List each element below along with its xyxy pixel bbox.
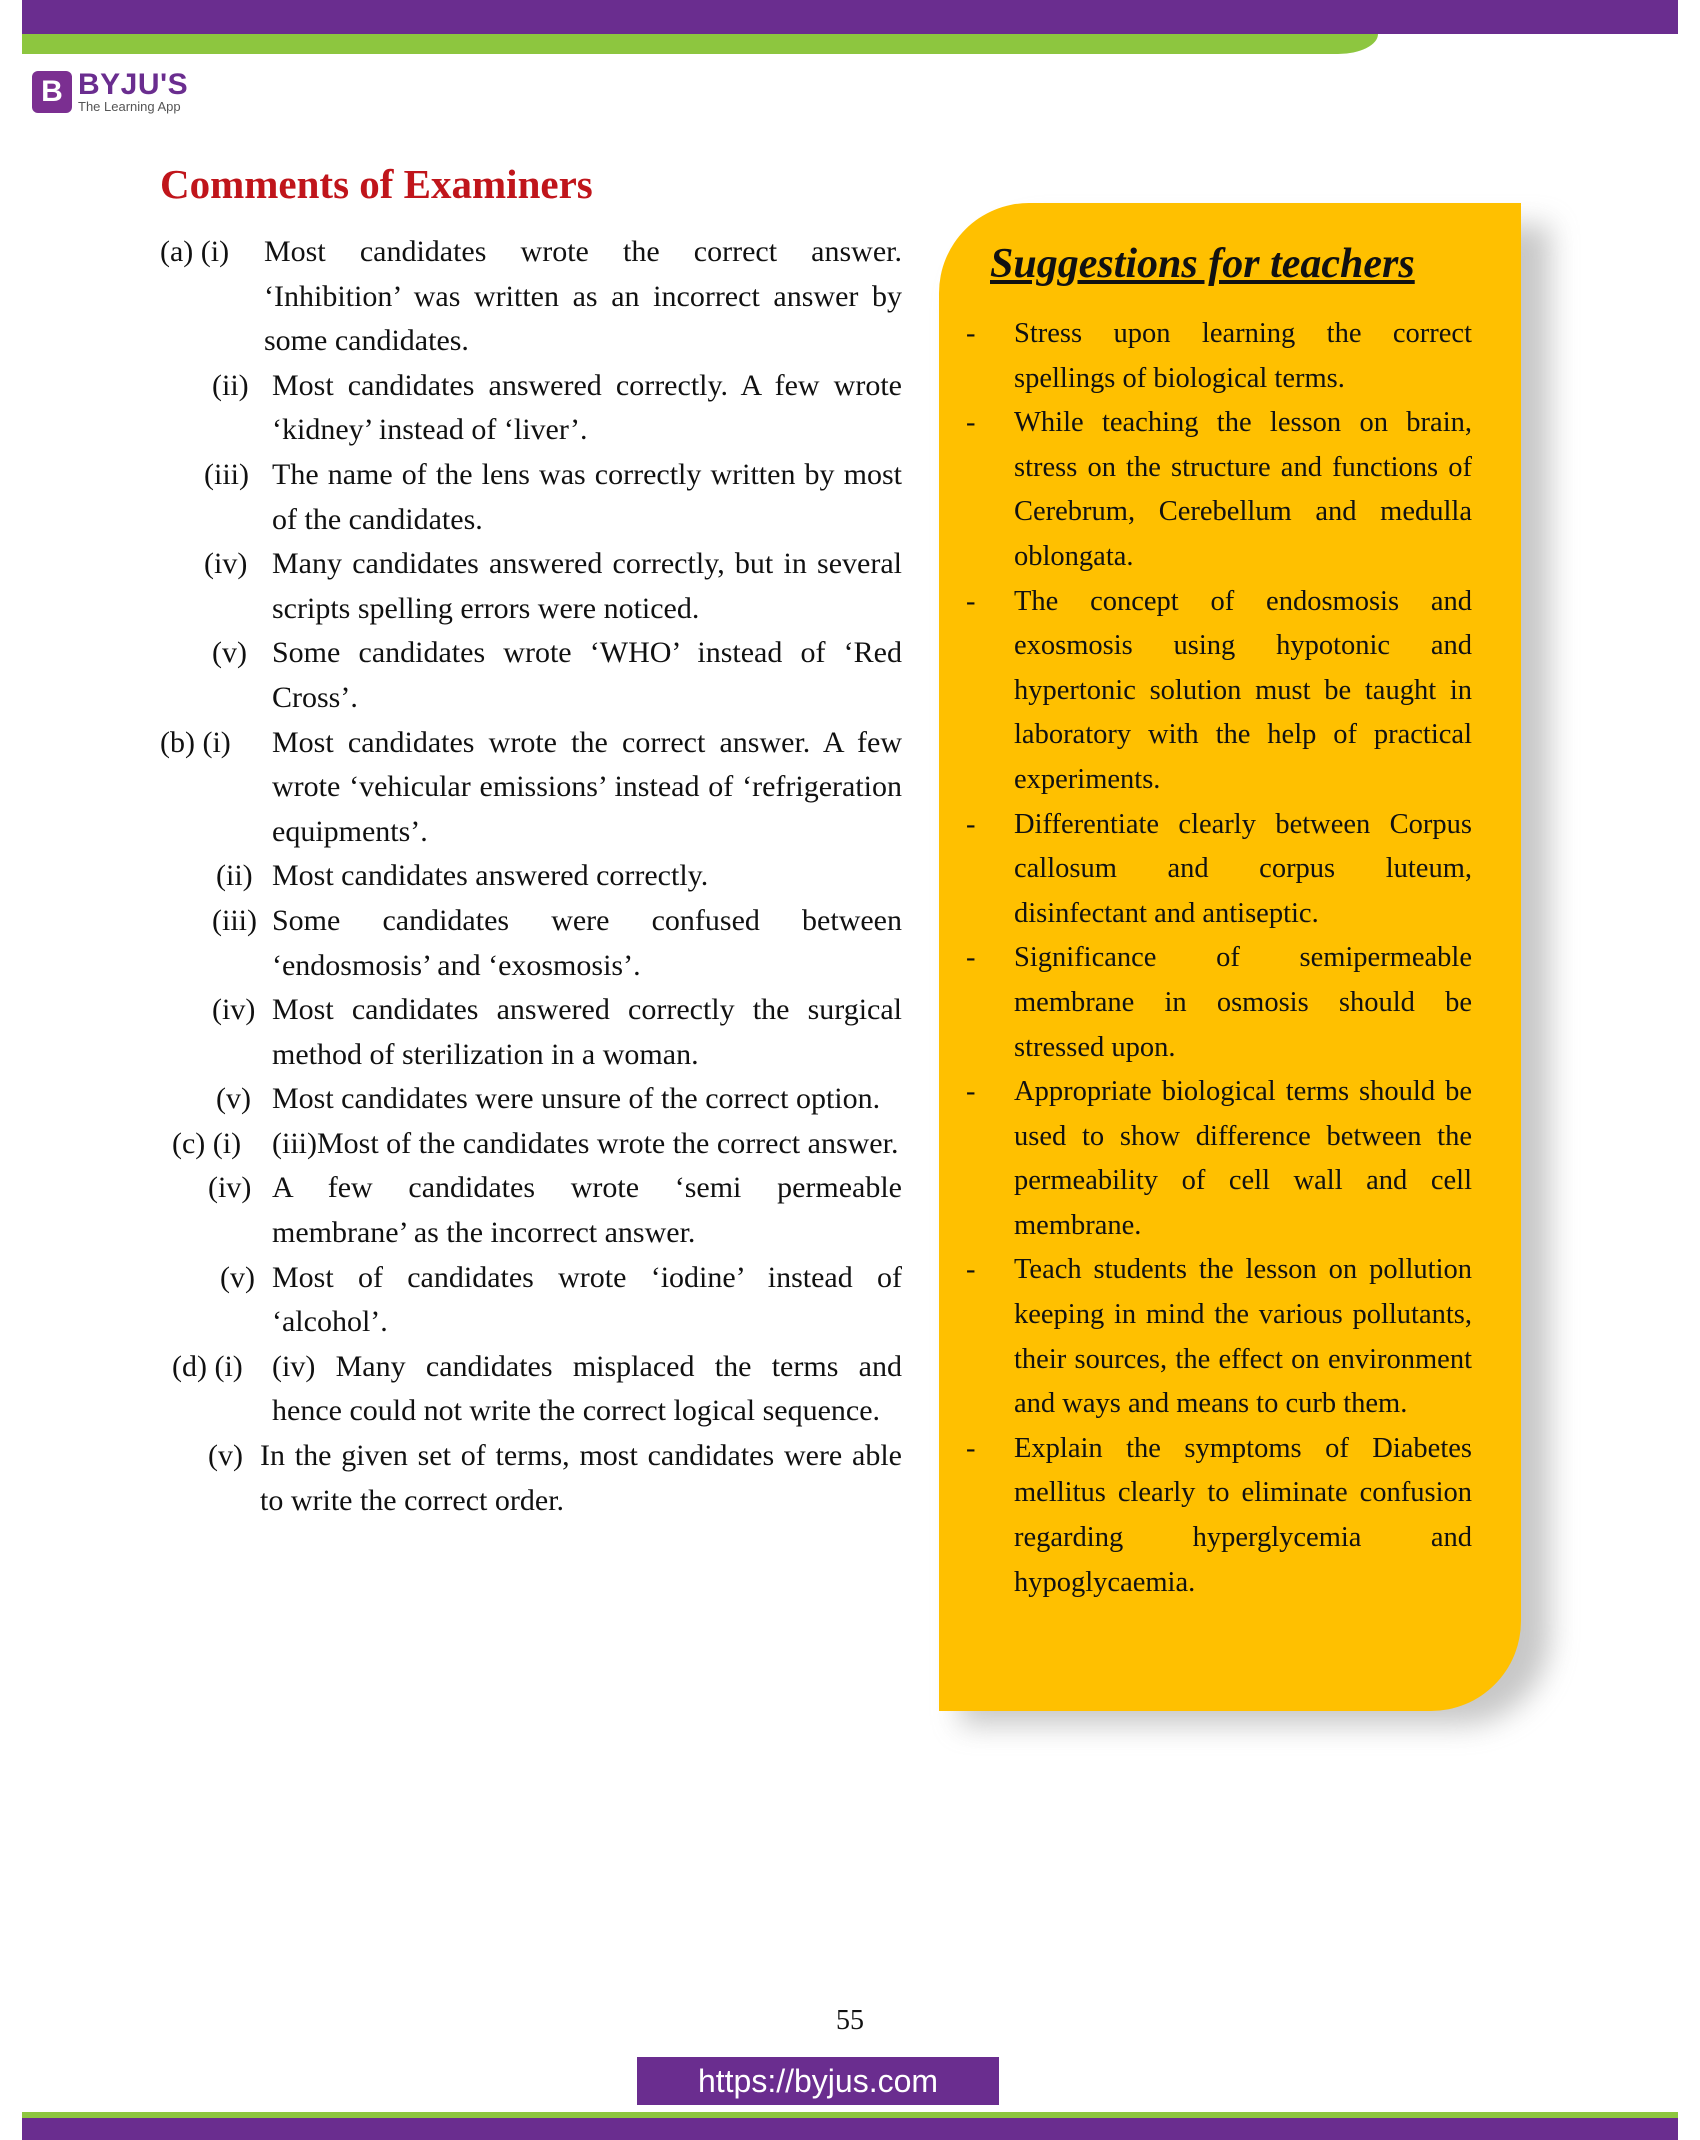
suggestion-item (966, 1248, 1472, 1426)
suggestion-item (966, 580, 1472, 803)
comment-label: (a) (i) (160, 235, 230, 268)
brand-name: BYJU'S (78, 68, 189, 101)
comment-label: (ii) (212, 368, 249, 402)
comment-text: Most candidates wrote the correct answer. A few wrote ‘vehicular emissions’ instead of ‘refrigeration equipments’. (272, 725, 902, 848)
suggestion-text: While teaching the lesson on brain, stress on the structure and functions of Cerebrum, Cerebellum and medulla oblongata. (1014, 407, 1472, 572)
bullet-dash: - (966, 1254, 976, 1286)
comment-text: Many candidates answered correctly, but in several scripts spelling errors were noticed. (272, 547, 902, 625)
comment-item (160, 1166, 902, 1255)
suggestion-item (966, 936, 1472, 1070)
suggestion-text: Differentiate clearly between Corpus callosum and corpus luteum, disinfectant and antiseptic. (1014, 808, 1472, 929)
suggestion-text: Significance of semipermeable membrane in osmosis should be stressed upon. (1014, 942, 1472, 1063)
comment-text: Most candidates answered correctly. A few wrote ‘kidney’ instead of ‘liver’. (272, 368, 902, 447)
suggestions-title: Suggestions for teachers (990, 241, 1415, 287)
comment-text: Most candidates answered correctly. (272, 859, 709, 893)
header-band-green (22, 34, 1378, 54)
comment-label: (v) (220, 1260, 255, 1294)
comment-label: (v) (216, 1082, 251, 1116)
suggestion-text: Explain the symptoms of Diabetes mellitus clearly to eliminate confusion regarding hyperglycemia and hypoglycaemia. (1014, 1432, 1472, 1598)
comment-text: A few candidates wrote ‘semi permeable membrane’ as the incorrect answer. (272, 1171, 902, 1250)
comment-item (160, 364, 902, 453)
comment-text: The name of the lens was correctly written by most of the candidates. (272, 457, 902, 536)
footer-url-link[interactable]: https://byjus.com (637, 2057, 999, 2105)
comment-text: Most candidates wrote the correct answer. ‘Inhibition’ was written as an incorrect answer by some candidates. (264, 235, 902, 358)
comment-item (160, 1345, 902, 1434)
comment-item (160, 721, 902, 855)
comment-label: (c) (i) (172, 1126, 242, 1160)
comment-label: (b) (i) (160, 725, 231, 759)
comment-text: Most candidates were unsure of the correct option. (272, 1082, 881, 1116)
examiner-comments (160, 230, 902, 1523)
comment-item (160, 230, 902, 364)
comment-text: Most of candidates wrote ‘iodine’ instead of ‘alcohol’. (272, 1260, 902, 1339)
section-title: Comments of Examiners (160, 161, 593, 207)
comment-item (160, 1077, 902, 1122)
comment-label: (v) (212, 636, 247, 670)
bullet-dash: - (966, 808, 976, 840)
comment-item (160, 631, 902, 720)
suggestion-text: Appropriate biological terms should be used to show difference between the permeability of cell wall and cell membrane. (1014, 1076, 1472, 1241)
comment-item (160, 1256, 902, 1345)
suggestion-item (966, 1427, 1472, 1605)
comment-label: (ii) (216, 859, 253, 893)
byjus-logo-icon: B (32, 71, 72, 113)
comment-label: (d) (i) (172, 1349, 243, 1383)
suggestion-item (966, 312, 1472, 401)
byjus-logo (32, 70, 188, 114)
footer-band-purple (22, 2118, 1678, 2140)
comment-item (160, 1122, 902, 1167)
comment-label: (iv) (204, 547, 248, 581)
comment-item (160, 453, 902, 542)
comment-label: (v) (208, 1439, 243, 1473)
suggestion-text: Teach students the lesson on pollution keeping in mind the various pollutants, their sources, the effect on environment and ways and means to curb them. (1014, 1254, 1472, 1420)
header-band-purple (22, 0, 1678, 34)
bullet-dash: - (966, 407, 976, 439)
brand-tagline: The Learning App (78, 99, 181, 114)
comment-text: Some candidates were confused between ‘endosmosis’ and ‘exosmosis’. (272, 903, 902, 982)
bullet-dash: - (966, 318, 976, 349)
comment-item (160, 542, 902, 631)
bullet-dash: - (966, 942, 976, 974)
suggestions-list (966, 312, 1472, 1605)
bullet-dash: - (966, 1076, 976, 1108)
comment-item (160, 1434, 902, 1523)
comment-label: (iv) (212, 993, 256, 1027)
comment-item (160, 854, 902, 899)
suggestion-text: The concept of endosmosis and exosmosis using hypotonic and hypertonic solution must be taught in laboratory with the help of practical experiments. (1014, 585, 1472, 795)
comment-text: (iii)Most of the candidates wrote the correct answer. (272, 1126, 899, 1160)
comment-text: In the given set of terms, most candidates were able to write the correct order. (260, 1439, 902, 1517)
comment-text: (iv) Many candidates misplaced the terms and hence could not write the correct logical sequence. (272, 1349, 902, 1428)
comment-label: (iv) (208, 1171, 252, 1205)
suggestion-item (966, 401, 1472, 579)
bullet-dash: - (966, 585, 976, 617)
page-number: 55 (836, 2005, 864, 2036)
comment-text: Some candidates wrote ‘WHO’ instead of ‘Red Cross’. (272, 636, 902, 714)
comment-item (160, 988, 902, 1077)
comment-text: Most candidates answered correctly the surgical method of sterilization in a woman. (272, 993, 902, 1071)
suggestion-item (966, 803, 1472, 937)
bullet-dash: - (966, 1432, 976, 1464)
suggestion-item (966, 1070, 1472, 1248)
comment-label: (iii) (204, 457, 249, 491)
suggestion-text: Stress upon learning the correct spellings of biological terms. (1014, 318, 1472, 394)
comment-item (160, 899, 902, 988)
comment-label: (iii) (212, 903, 257, 937)
